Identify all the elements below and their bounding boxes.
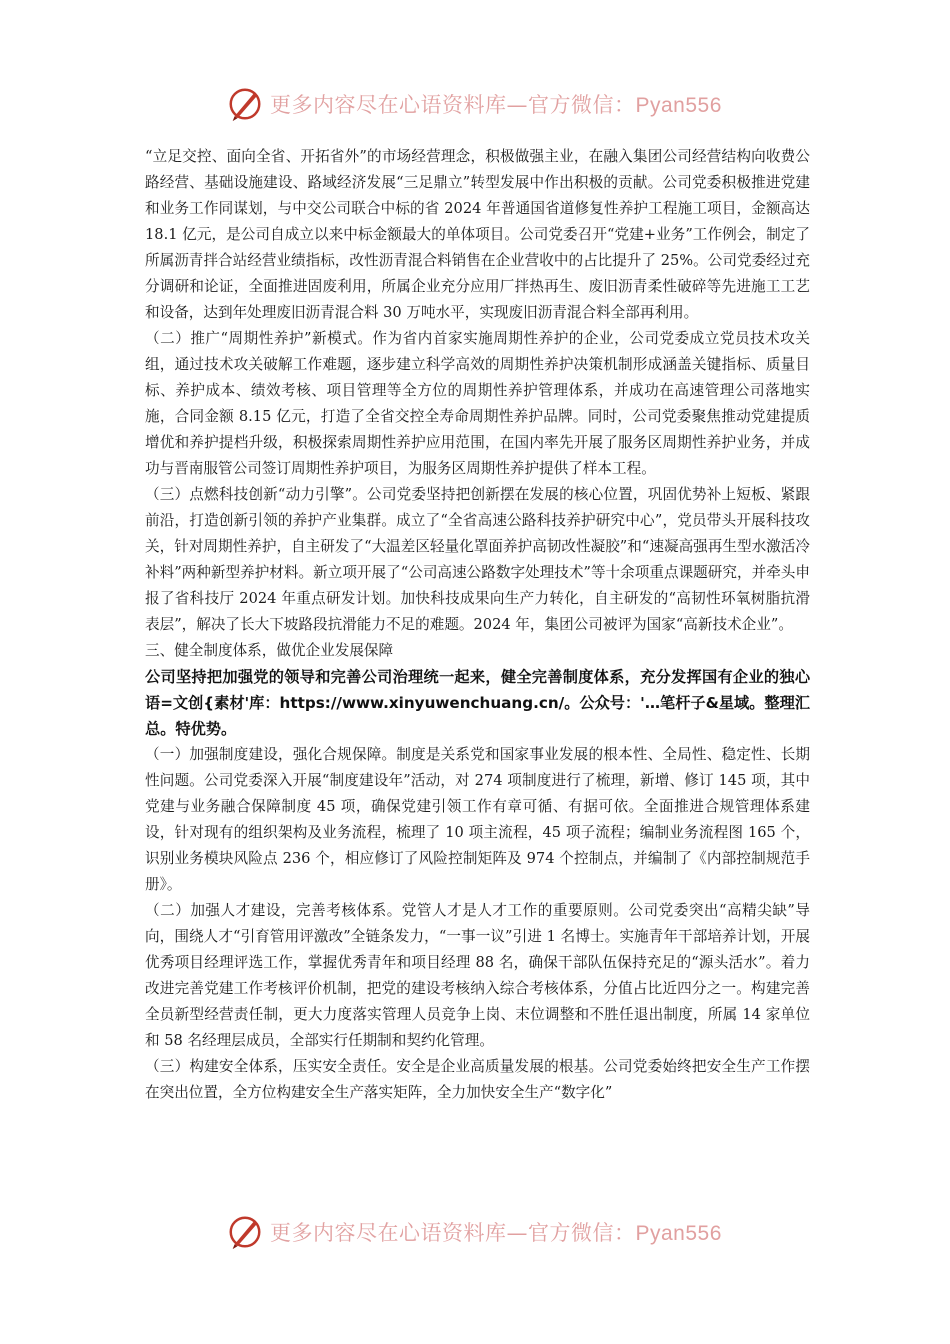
section-heading: 三、健全制度体系，做优企业发展保障 xyxy=(145,642,394,659)
paragraph: （三）构建安全体系，压实安全责任。安全是企业高质量发展的根基。公司党委始终把安全生产工作摆在突出位置，全方位构建安全生产落实矩阵，全力加快安全生产“数字化” xyxy=(145,1058,810,1101)
pen-logo-icon xyxy=(226,1213,264,1251)
paragraph: （二）推广“周期性养护”新模式。作为省内首家实施周期性养护的企业，公司党委成立党员技术攻关组，通过技术攻关破解工作难题，逐步建立科学高效的周期性养护决策机制形成涵盖关键指标、质量目标、养护成本、绩效考核、项目管理等全方位的周期性养护管理体系，并成功在高速管理公司落地实施，合同金额 8.15 亿元，打造了全省交控全寿命周期性养护品牌。同时，公司党委聚焦推动党建提质增优和养护提档升级，积极探索周期性养护应用范围，在国内率先开展了服务区周期性养护业务，并成功与晋南服管公司签订周期性养护项目，为服务区周期性养护提供了样本工程。 xyxy=(145,330,810,477)
banner-text: 更多内容尽在心语资料库—官方微信：Pyan556 xyxy=(270,93,722,117)
wechat-id: Pyan556 xyxy=(635,1222,722,1245)
inserted-ad-text: 公司坚持把加强党的领导和完善公司治理统一起来，健全完善制度体系，充分发挥国有企业的独心语=文创{素材'库：https://www.xinyuwenchuang.cn/。公众号：'…笔杆子&星域。整理汇总。特优势。 xyxy=(145,668,810,738)
paragraph: （三）点燃科技创新“动力引擎”。公司党委坚持把创新摆在发展的核心位置，巩固优势补上短板、紧跟前沿，打造创新引领的养护产业集群。成立了“全省高速公路科技养护研究中心”，党员带头开展科技攻关，针对周期性养护，自主研发了“大温差区轻量化罩面养护高韧改性凝胶”和“速凝高强再生型水激活冷补料”两种新型养护材料。新立项开展了“公司高速公路数字处理技术”等十余项重点课题研究，并牵头申报了省科技厅 2024 年重点研发计划。加快科技成果向生产力转化，自主研发的“高韧性环氧树脂抗滑表层”，解决了长大下坡路段抗滑能力不足的难题。2024 年，集团公司被评为国家“高新技术企业”。 xyxy=(145,486,810,633)
header-banner xyxy=(0,78,950,128)
pen-logo-icon xyxy=(226,85,264,123)
document-body xyxy=(145,144,810,1106)
paragraph: “立足交控、面向全省、开拓省外”的市场经营理念，积极做强主业，在融入集团公司经营结构向收费公路经营、基础设施建设、路域经济发展“三足鼎立”转型发展中作出积极的贡献。公司党委积极推进党建和业务工作同谋划，与中交公司联合中标的省 2024 年普通国省道修复性养护工程施工项目，金额高达 18.1 亿元，是公司自成立以来中标金额最大的单体项目。公司党委召开“党建+业务”工作例会，制定了所属沥青拌合站经营业绩指标，改性沥青混合料销售在企业营收中的占比提升了 25%。公司党委经过充分调研和论证，全面推进固废利用，所属企业充分应用厂拌热再生、废旧沥青柔性破碎等先进施工工艺和设备，达到年处理废旧沥青混合料 30 万吨水平，实现废旧沥青混合料全部再利用。 xyxy=(145,148,810,321)
banner-text: 更多内容尽在心语资料库—官方微信：Pyan556 xyxy=(270,1221,722,1245)
wechat-id: Pyan556 xyxy=(635,94,722,117)
footer-banner xyxy=(0,1206,950,1256)
paragraph: （二）加强人才建设，完善考核体系。党管人才是人才工作的重要原则。公司党委突出“高精尖缺”导向，围绕人才“引育管用评激改”全链条发力，“一事一议”引进 1 名博士。实施青年干部培养计划，开展优秀项目经理评选工作，掌握优秀青年和项目经理 88 名，确保干部队伍保持充足的“源头活水”。着力改进完善党建工作考核评价机制，把党的建设考核纳入综合考核体系，分值占比近四分之一。构建完善全员新型经营责任制，更大力度落实管理人员竞争上岗、末位调整和不胜任退出制度，所属 14 家单位和 58 名经理层成员，全部实行任期制和契约化管理。 xyxy=(145,902,810,1049)
paragraph: （一）加强制度建设，强化合规保障。制度是关系党和国家事业发展的根本性、全局性、稳定性、长期性问题。公司党委深入开展“制度建设年”活动，对 274 项制度进行了梳理，新增、修订 145 项，其中党建与业务融合保障制度 45 项，确保党建引领工作有章可循、有据可依。全面推进合规管理体系建设，针对现有的组织架构及业务流程，梳理了 10 项主流程，45 项子流程；编制业务流程图 165 个，识别业务模块风险点 236 个，相应修订了风险控制矩阵及 974 个控制点，并编制了《内部控制规范手册》。 xyxy=(145,746,810,893)
